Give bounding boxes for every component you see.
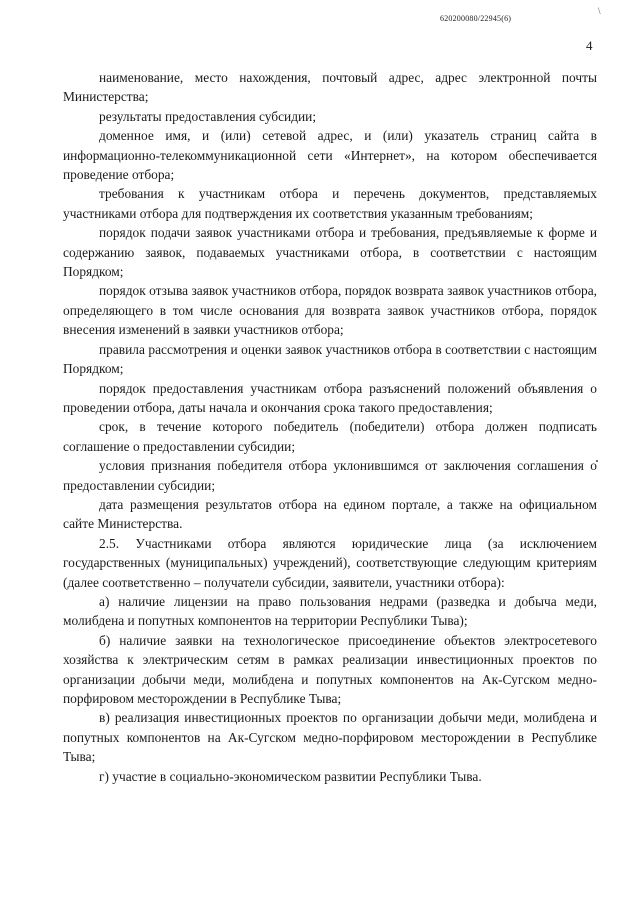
- criterion-c: в) реализация инвестиционных проектов по организации добычи меди, молибдена и попутных компонентов на Ак-Сугском медно-порфировом месторождении в Республике Тыва;: [63, 710, 597, 765]
- document-body: [63, 68, 597, 786]
- paragraph: правила рассмотрения и оценки заявок участников отбора в соответствии с настоящим Порядком;: [63, 341, 597, 377]
- criterion-a: а) наличие лицензии на право пользования недрами (разведка и добыча меди, молибдена и попутных компонентов на территории Республики Тыва);: [63, 593, 597, 629]
- paragraph: порядок предоставления участникам отбора разъяснений положений объявления о проведении отбора, даты начала и окончания срока такого предоставления;: [63, 380, 597, 415]
- paragraph: срок, в течение которого победитель (победители) отбора должен подписать соглашение о предоставлении субсидии;: [63, 419, 597, 454]
- paragraph: результаты предоставления субсидии;: [99, 108, 317, 124]
- corner-mark: \: [598, 6, 601, 16]
- paragraph: доменное имя, и (или) сетевой адрес, и (или) указатель страниц сайта в информационно-телекоммуникационной сети «Интернет», на котором обеспечивается проведение отбора;: [63, 128, 597, 183]
- page-number: 4: [586, 38, 593, 53]
- criterion-d: г) участие в социально-экономическом развитии Республики Тыва.: [99, 768, 482, 784]
- paragraph: наименование, место нахождения, почтовый адрес, адрес электронной почты Министерства;: [63, 70, 597, 105]
- document-id: 620200080/22945(6): [440, 14, 512, 23]
- paragraph: порядок отзыва заявок участников отбора, порядок возврата заявок участников отбора, определяющего в том числе основания для возврата заявок участников отбора, порядок внесения изменений в заявки участников отбора;: [63, 283, 597, 338]
- paragraph: дата размещения результатов отбора на едином портале, а также на официальном сайте Министерства.: [63, 496, 597, 532]
- section-2-5-paragraph: 2.5. Участниками отбора являются юридические лица (за исключением государственных (муниципальных) учреждений), соответствующие следующим критериям (далее соответственно – получатели субсидии, заявители, участники отбора):: [63, 535, 597, 590]
- paragraph: условия признания победителя отбора уклонившимся от заключения соглашения о предоставлении субсидии;: [63, 458, 597, 493]
- paragraph: порядок подачи заявок участниками отбора и требования, предъявляемые к форме и содержанию заявок, подаваемых участниками отбора, в соответствии с настоящим Порядком;: [63, 225, 597, 280]
- paragraph: требования к участникам отбора и перечень документов, представляемых участниками отбора для подтверждения их соответствия указанным требованиям;: [63, 186, 597, 221]
- criterion-b: б) наличие заявки на технологическое присоединение объектов электросетевого хозяйства к электрическим сетям в рамках реализации инвестиционных проектов по организации добычи меди, молибдена и попутных компонентов на Ак-Сугском медно-порфировом месторождении в Республике Тыва;: [63, 632, 597, 706]
